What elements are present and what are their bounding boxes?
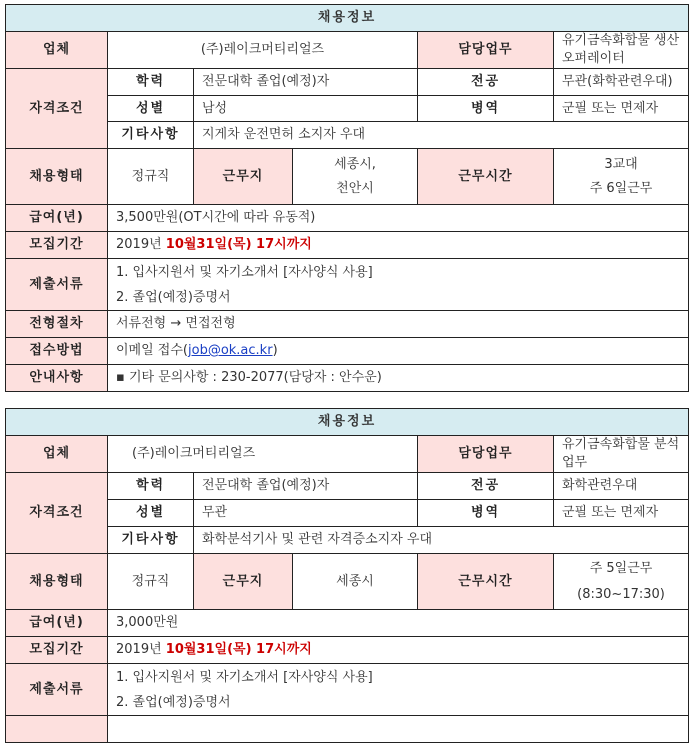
document-item-2: 2. 졸업(예정)증명서 bbox=[116, 694, 231, 710]
major-value: 화학관련우대 bbox=[554, 473, 689, 500]
documents-value bbox=[108, 259, 689, 311]
work-hours-label: 근무시간 bbox=[418, 149, 554, 205]
military-label: 병역 bbox=[418, 500, 554, 527]
location-label: 근무지 bbox=[194, 554, 293, 610]
apply-method-label: 접수방법 bbox=[6, 338, 108, 365]
location-value bbox=[293, 149, 418, 205]
salary-label: 급여(년) bbox=[6, 610, 108, 637]
period-year: 2019년 bbox=[116, 237, 166, 252]
education-value: 전문대학 졸업(예정)자 bbox=[194, 473, 418, 500]
location-label: 근무지 bbox=[194, 149, 293, 205]
etc-value: 화학분석기사 및 관련 자격증소지자 우대 bbox=[194, 527, 689, 554]
apply-email-link[interactable]: job@ok.ac.kr bbox=[188, 343, 273, 358]
duty-label: 담당업무 bbox=[418, 32, 554, 69]
job-posting-1 bbox=[5, 4, 689, 392]
salary-value: 3,000만원 bbox=[108, 610, 689, 637]
period-year: 2019년 bbox=[116, 642, 166, 657]
major-label: 전공 bbox=[418, 473, 554, 500]
process-label: 전형절차 bbox=[6, 311, 108, 338]
major-label: 전공 bbox=[418, 69, 554, 96]
qualification-label: 자격조건 bbox=[6, 473, 108, 554]
work-hours-line-2: 주 6일근무 bbox=[589, 180, 653, 196]
document-item-2: 2. 졸업(예정)증명서 bbox=[116, 289, 231, 305]
salary-label: 급여(년) bbox=[6, 205, 108, 232]
posting-title: 채용정보 bbox=[6, 5, 689, 32]
cutoff-row-label bbox=[6, 716, 108, 743]
gender-value: 남성 bbox=[194, 96, 418, 122]
documents-label: 제출서류 bbox=[6, 259, 108, 311]
period-label: 모집기간 bbox=[6, 637, 108, 664]
etc-value: 지게차 운전면허 소지자 우대 bbox=[194, 122, 689, 149]
gender-label: 성별 bbox=[108, 96, 194, 122]
document-item-1: 1. 입사지원서 및 자기소개서 [자사양식 사용] bbox=[116, 669, 373, 685]
posting-title: 채용정보 bbox=[6, 409, 689, 436]
education-value: 전문대학 졸업(예정)자 bbox=[194, 69, 418, 96]
employment-type-value: 정규직 bbox=[108, 554, 194, 610]
notice-value: ▪ 기타 문의사항 : 230-2077(담당자 : 안수운) bbox=[108, 365, 689, 392]
documents-value bbox=[108, 664, 689, 716]
period-label: 모집기간 bbox=[6, 232, 108, 259]
etc-label: 기타사항 bbox=[108, 122, 194, 149]
company-value: (주)레이크머티리얼즈 bbox=[108, 32, 418, 69]
period-deadline: 10월31일(목) 17시까지 bbox=[165, 237, 312, 252]
duty-label: 담당업무 bbox=[418, 436, 554, 473]
work-hours-value bbox=[554, 554, 689, 610]
military-label: 병역 bbox=[418, 96, 554, 122]
apply-method-value bbox=[108, 338, 689, 365]
gender-value: 무관 bbox=[194, 500, 418, 527]
location-line-2: 천안시 bbox=[336, 180, 374, 196]
work-hours-line-1: 3교대 bbox=[604, 156, 638, 172]
qualification-label: 자격조건 bbox=[6, 69, 108, 149]
cutoff-row-value bbox=[108, 716, 689, 743]
employment-type-value: 정규직 bbox=[108, 149, 194, 205]
location-value: 세종시 bbox=[293, 554, 418, 610]
military-value: 군필 또는 면제자 bbox=[554, 96, 689, 122]
notice-label: 안내사항 bbox=[6, 365, 108, 392]
duty-value: 유기금속화합물 생산 오퍼레이터 bbox=[554, 32, 689, 69]
military-value: 군필 또는 면제자 bbox=[554, 500, 689, 527]
period-value bbox=[108, 232, 689, 259]
apply-prefix: 이메일 접수( bbox=[116, 343, 188, 358]
apply-suffix: ) bbox=[272, 343, 278, 358]
duty-value: 유기금속화합물 분석업무 bbox=[554, 436, 689, 473]
location-line-1: 세종시, bbox=[334, 156, 376, 172]
salary-value: 3,500만원(OT시간에 따라 유동적) bbox=[108, 205, 689, 232]
period-deadline: 10월31일(목) 17시까지 bbox=[165, 642, 312, 657]
major-value: 무관(화학관련우대) bbox=[554, 69, 689, 96]
gender-label: 성별 bbox=[108, 500, 194, 527]
work-hours-line-1: 주 5일근무 bbox=[589, 560, 653, 576]
work-hours-line-2: (8:30~17:30) bbox=[577, 586, 665, 602]
document-item-1: 1. 입사지원서 및 자기소개서 [자사양식 사용] bbox=[116, 264, 373, 280]
employment-type-label: 채용형태 bbox=[6, 554, 108, 610]
education-label: 학력 bbox=[108, 69, 194, 96]
employment-type-label: 채용형태 bbox=[6, 149, 108, 205]
process-value: 서류전형 → 면접전형 bbox=[108, 311, 689, 338]
company-label: 업체 bbox=[6, 32, 108, 69]
company-value: (주)레이크머티리얼즈 bbox=[108, 436, 418, 473]
work-hours-value bbox=[554, 149, 689, 205]
company-label: 업체 bbox=[6, 436, 108, 473]
job-posting-2 bbox=[5, 408, 689, 743]
period-value bbox=[108, 637, 689, 664]
documents-label: 제출서류 bbox=[6, 664, 108, 716]
work-hours-label: 근무시간 bbox=[418, 554, 554, 610]
education-label: 학력 bbox=[108, 473, 194, 500]
etc-label: 기타사항 bbox=[108, 527, 194, 554]
